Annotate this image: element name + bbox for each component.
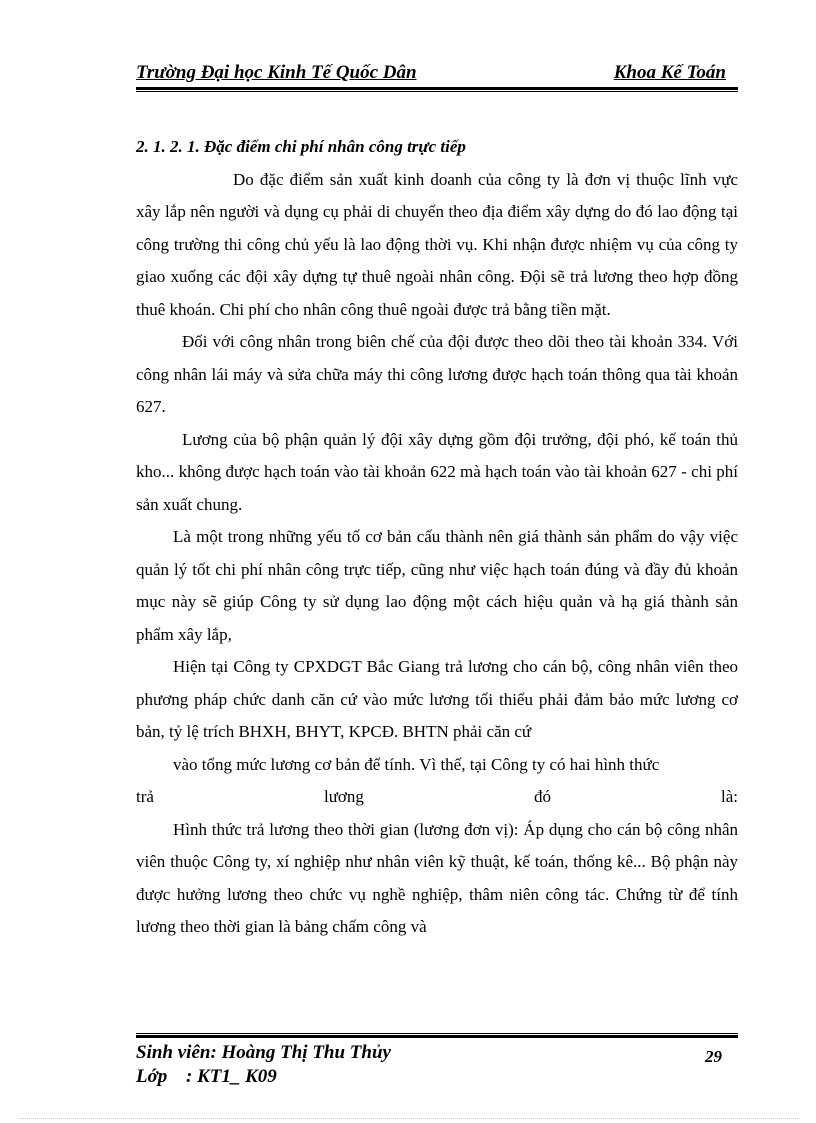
page-edge [20,1118,800,1119]
class-label: Lớp [136,1066,168,1087]
page-number: 29 [705,1047,722,1066]
class-value: : KT1_ K09 [186,1066,277,1087]
department-name: Khoa Kế Toán [613,62,726,83]
spread-line [136,781,738,814]
spread-word: lương [323,787,364,806]
paragraph: Do đặc điểm sản xuất kinh doanh của công ty là đơn vị thuộc lĩnh vực xây lắp nên người và dụng cụ phải di chuyển theo địa điểm xây dựng do đó lao động tại công trường thi công chủ yếu là lao động thời vụ. Khi nhận được nhiệm vụ của công ty giao xuống các đội xây dựng tự thuê ngoài nhân công. Đội sẽ trả lương theo hợp đồng thuê khoán. Chi phí cho nhân công thuê ngoài được trả bằng tiền mặt. [136,169,738,319]
paragraph: Hiện tại Công ty CPXDGT Bắc Giang trả lương cho cán bộ, công nhân viên theo phương pháp chức danh căn cứ vào mức lương tối thiểu phải đảm bảo mức lương cơ bản, tỷ lệ trích BHXH, BHYT, KPCĐ. BHTN phải căn cứ [136,657,738,741]
document-body [136,131,738,944]
section-title: 2. 1. 2. 1. Đặc điểm chi phí nhân công trực tiếp [136,137,466,156]
spread-word: đó [533,787,551,806]
paragraph: Lương của bộ phận quản lý đội xây dựng gồm đội trưởng, đội phó, kế toán thủ kho... không được hạch toán vào tài khoản 622 mà hạch toán vào tài khoản 627 - chi phí sản xuất chung. [136,429,738,514]
header-rule [136,87,738,92]
paragraph: Là một trong những yếu tố cơ bản cấu thành nên giá thành sản phẩm do vậy việc quản lý tốt chi phí nhân công trực tiếp, cũng như việc hạch toán đúng và đầy đủ khoản mục này sẽ giúp Công ty sử dụng lao động một cách hiệu quản và hạ giá thành sản phẩm xây lắp, [136,527,738,644]
student-name: Sinh viên: Hoàng Thị Thu Thủy [136,1042,391,1063]
page-header [136,60,738,86]
spread-word: là: [720,787,738,806]
paragraph: vào tổng mức lương cơ bản để tính. Vì thế, tại Công ty có hai hình thức [173,754,660,774]
school-name: Trường Đại học Kinh Tế Quốc Dân [136,62,417,83]
spread-word: trả [136,787,154,806]
class-line [136,1064,277,1090]
paragraph: Đối với công nhân trong biên chế của đội được theo dõi theo tài khoản 334. Với công nhân lái máy và sửa chữa máy thi công lương được hạch toán thông qua tài khoản 627. [136,332,738,416]
footer-rule [136,1033,738,1038]
paragraph: Hình thức trả lương theo thời gian (lương đơn vị): Áp dụng cho cán bộ công nhân viên thuộc Công ty, xí nghiệp như nhân viên kỹ thuật, kế toán, thống kê... Bộ phận này được hưởng lương theo chức vụ nghề nghiệp, thâm niên công tác. Chứng từ để tính lương theo thời gian là bảng chấm công và [136,819,738,936]
